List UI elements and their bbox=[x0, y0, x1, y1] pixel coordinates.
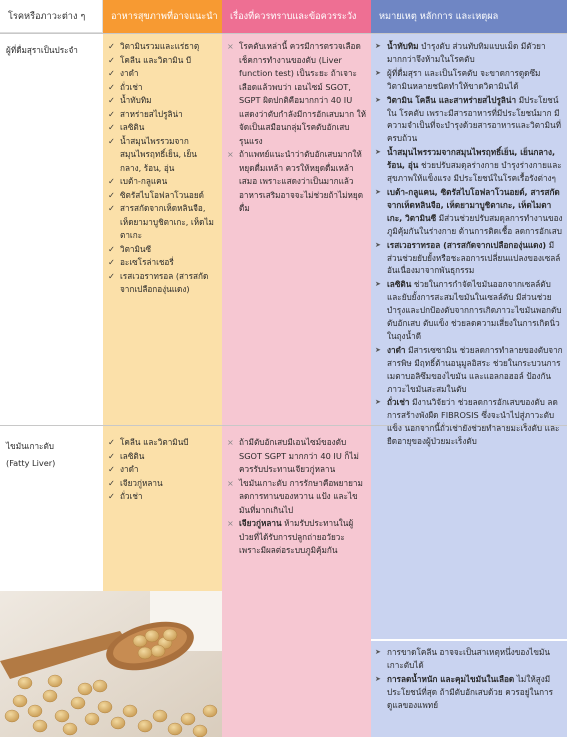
soybean-shape bbox=[151, 645, 165, 657]
note-item-bold: เรสเวอราทรอล (สารสกัดจากเปลือกองุ่นแดง) bbox=[387, 239, 547, 250]
food-item: ✓ ซิตรัสไบโอฟลาโวนอยด์ bbox=[108, 189, 218, 203]
soybean-shape bbox=[98, 701, 112, 713]
note-item-text: มีประโยชน์ใน โรคตับ เพราะมีสารอาหารที่มีประโยชน์มาก มีความจำเป็นที่จะบำรุงด้วยสารอาหารและวิตามินที่ครบถ้วน bbox=[387, 94, 562, 144]
soybean-shape bbox=[111, 717, 125, 729]
note-item-text: บำรุงตับ ส่วนทับทิมแบบเม็ด มีตัวยามากกว่าจึงห้ามในโรคตับ bbox=[387, 41, 546, 64]
note-item-bold: การลดน้ำหนัก และคุมไขมันในเลือด bbox=[387, 674, 515, 684]
caution-item-text: ห้ามรับประทานในผู้ป่วยที่ได้รับการปลูกถ่ายอวัยวะ เพราะมีผลต่อระบบภูมิคุ้มกัน bbox=[239, 518, 354, 555]
food-item: ✓ โคลีน และวิตามิน บี bbox=[108, 54, 218, 68]
soybean-shape bbox=[78, 683, 92, 695]
header-cautions: เรื่องที่ควรทราบและข้อควรระวัง bbox=[222, 0, 371, 33]
soybean-shape bbox=[85, 713, 99, 725]
note-item bbox=[375, 186, 564, 238]
soybean-shape bbox=[93, 680, 107, 692]
note-item bbox=[375, 646, 564, 672]
condition-fatty-liver-th: ไขมันเกาะตับ bbox=[6, 441, 54, 451]
food-item: ✓ งาดำ bbox=[108, 463, 218, 477]
soybean-shape bbox=[5, 710, 19, 722]
caution-item-text: ไขมันเกาะตับ การรักษาคือพยายามลดการทานของหวาน แป้ง และไขมันที่มากเกินไป bbox=[239, 477, 363, 515]
cautions-list-alcohol bbox=[227, 40, 367, 216]
soybean-shape bbox=[33, 720, 47, 732]
soybean-shape bbox=[193, 725, 207, 737]
note-item-bold: น้ำทับทิม bbox=[387, 41, 419, 51]
note-item bbox=[375, 40, 564, 66]
food-item: ✓ สารสกัดจากเห็ดหลินจือ, เห็ดยามาบูชิตาเกะ, เห็ดไมตาเกะ bbox=[108, 202, 218, 243]
notes-divider bbox=[371, 639, 567, 641]
food-item: ✓ น้ำทับทิม bbox=[108, 94, 218, 108]
food-item: ✓ โคลีน และวิตามินบี bbox=[108, 436, 218, 450]
note-item-text: การขาดโคลีน อาจจะเป็นสาเหตุหนึ่งของไขมันเกาะตับได้ bbox=[387, 647, 550, 670]
header-divider bbox=[0, 33, 567, 34]
note-item-bold: วิตามิน โคลีน และสาหร่ายสไปรูลิน่า bbox=[387, 94, 517, 105]
note-item-text: มีสารเซซามิน ช่วยลดการทำลายของตับจากสารพิษ มีฤทธิ์ต้านอนุมูลอิสระ ช่วยในกระบวนการเมตาบอลิซึมของไขมัน และแอลกอฮอล์ ป้องกันภาวะไขมันสะสมในตับ bbox=[387, 344, 563, 394]
soybean-shape bbox=[138, 647, 152, 659]
food-item: ✓ ถั่วเช่า bbox=[108, 490, 218, 504]
note-item-bold: ถั่วเช่า bbox=[387, 397, 410, 408]
soybean-shape bbox=[138, 720, 152, 732]
food-item: ✓ วิตามินรวมและแร่ธาตุ bbox=[108, 40, 218, 54]
soybean-shape bbox=[63, 723, 77, 735]
food-item: ✓ เลซิติน bbox=[108, 121, 218, 135]
caution-item-bold: เจียวกู่หลาน bbox=[239, 518, 282, 528]
food-item: ✓ น้ำสมุนไพรรวมจากสมุนไพรฤทธิ์เย็น, เย็นกลาง, ร้อน, อุ่น bbox=[108, 135, 218, 176]
note-item-bold: งาดำ bbox=[387, 344, 406, 355]
food-item: ✓ อะเซโรล่าเชอรี่ bbox=[108, 256, 218, 270]
header-condition: โรคหรือภาวะต่าง ๆ bbox=[0, 0, 103, 33]
soybean-shape bbox=[48, 675, 62, 687]
caution-item bbox=[227, 517, 367, 558]
note-item bbox=[375, 278, 564, 343]
soybean-shape bbox=[168, 723, 182, 735]
food-item: ✓ สาหร่ายสไปรูลิน่า bbox=[108, 108, 218, 122]
note-item-text: ช่วยในการกำจัดไขมันออกจากเซลล์ตับ และยับยั้งการสะสมไขมันในเซลล์ตับ มีส่วนช่วยบำรุงและปกป้องตับจากการเกิดภาวะไขมันพอกตับ ตับอักเสบ ตับแข็ง ช่วยลดความเสี่ยงในการเกิดนิ่วในถุงน้ำดี bbox=[387, 279, 562, 341]
note-item-bold: เบต้า-กลูแคน, ซิตรัสไบโอฟลาโวนอยด์, สารสกัดจากเห็ดหลินจือ, เห็ดยามาบูชิตาเกะ, เห็ดไมตาเกะ, วิตามินซี bbox=[387, 186, 560, 223]
note-item-text: ไม่ให้สูงมีประโยชน์ที่สุด ถ้ามีตับอักเสบด้วย ควรอยู่ในการดูแลของแพทย์ bbox=[387, 674, 554, 710]
caution-item-text: ถ้ามีตับอักเสบมีเอนไซม์ของตับ SGOT SGPT มากกว่า 40 IU ก็ไม่ควรรับประทานเจียวกู่หลาน bbox=[239, 437, 359, 474]
soybean-shape bbox=[43, 690, 57, 702]
caution-item bbox=[227, 477, 367, 518]
note-item-text: ผู้ที่ดื่มสุรา และเป็นโรคตับ จะขาดการดูดซึมวิตามินหลายชนิดทำให้ขาดวิตามินได้ bbox=[387, 67, 541, 91]
note-item-text: ช่วยปรับสมดุลร่างกาย บำรุงร่างกายและสุขภาพให้แข็งแรง มีประโยชน์ในโรคเรื้อรังต่างๆ bbox=[387, 160, 562, 184]
condition-fatty-liver bbox=[6, 440, 101, 470]
soybean-shape bbox=[163, 629, 177, 641]
foods-list-alcohol bbox=[108, 40, 218, 297]
food-item: ✓ เจียวกู่หลาน bbox=[108, 477, 218, 491]
note-item-text: มีส่วนช่วยปรับสมดุลการทำงานของภูมิคุ้มกันในร่างกาย ต้านการติดเชื้อ ลดการอักเสบ bbox=[387, 212, 563, 236]
soybean-shape bbox=[145, 630, 159, 642]
soybean-shape bbox=[203, 705, 217, 717]
soybean-shape bbox=[28, 705, 42, 717]
note-item bbox=[375, 146, 564, 185]
soybean-shape bbox=[153, 710, 167, 722]
soybean-shape bbox=[55, 710, 69, 722]
food-item: ✓ เรสเวอราทรอล (สารสกัดจากเปลือกองุ่นแดง) bbox=[108, 270, 218, 297]
soybean-shape bbox=[13, 695, 27, 707]
food-item: ✓ ถั่วเช่า bbox=[108, 81, 218, 95]
note-item bbox=[375, 239, 564, 278]
note-item-bold: เลซิติน bbox=[387, 279, 412, 290]
caution-item: ⨯ โรคตับเหล่านี้ ควรมีการตรวจเลือดเช็คการทำงานของตับ (Liver function test) เป็นระยะ ถ้าเจาะเลือดแล้วพบว่า เอนไซม์ SGOT, SGPT ผิดปกติคือมากกว่า 40 IU แสดงว่าตับกำลังมีการอักเสบมาก ให้จัดเป็นเสมือนกลุ่มโรคตับอักเสบรุนแรง bbox=[227, 40, 367, 148]
food-item: ✓ เลซิติน bbox=[108, 450, 218, 464]
note-item bbox=[375, 673, 564, 712]
caution-item: ⨯ ถ้าแพทย์แนะนำว่าตับอักเสบมากให้หยุดดื่มเหล้า ควรให้หยุดดื่มเหล้าเสมอ เพราะแสดงว่าเป็นมากแล้ว อาหารเสริมอาจจะไม่ช่วยถ้าไม่หยุดดื่ม bbox=[227, 148, 367, 216]
foods-list-fatty-liver bbox=[108, 436, 218, 504]
notes-list-fatty-liver bbox=[375, 646, 564, 713]
header-notes: หมายเหตุ หลักการ และเหตุผล bbox=[371, 0, 567, 33]
note-item-bold: น้ำสมุนไพรรวมจากสมุนไพรฤทธิ์เย็น, เย็นกลาง, ร้อน, อุ่น bbox=[387, 147, 556, 171]
condition-alcohol: ผู้ที่ดื่มสุราเป็นประจำ bbox=[6, 45, 78, 55]
note-item bbox=[375, 344, 564, 396]
note-item bbox=[375, 67, 564, 93]
note-item bbox=[375, 396, 564, 448]
food-item: ✓ งาดำ bbox=[108, 67, 218, 81]
food-item: ✓ เบต้า-กลูแคน bbox=[108, 175, 218, 189]
note-item bbox=[375, 94, 564, 146]
soybean-shape bbox=[18, 677, 32, 689]
soybean-photo bbox=[0, 591, 222, 737]
notes-list-alcohol bbox=[375, 40, 564, 449]
condition-fatty-liver-en: (Fatty Liver) bbox=[6, 457, 56, 468]
header-foods: อาหารสุขภาพที่อาจแนะนำ bbox=[103, 0, 222, 33]
food-item: ✓ วิตามินซี bbox=[108, 243, 218, 257]
note-item-text: มีงานวิจัยว่า ช่วยลดการอักเสบของตับ ลดการสร้างพังผืด FIBROSIS ซึ่งจะนำไปสู่ภาวะตับแข็ง นอกจากนี้ถั่วเช่ายังช่วยทำลายมะเร็งตับ และยืดอายุของผู้ป่วยมะเร็งตับ bbox=[387, 397, 560, 447]
note-item-text: มีส่วนช่วยยับยั้งหรือชะลอการเปลี่ยนแปลงของเซลล์อันเนื่องมาจากพันธุกรรม bbox=[387, 239, 561, 276]
soybean-shape bbox=[123, 705, 137, 717]
caution-item bbox=[227, 436, 367, 477]
soybean-shape bbox=[71, 697, 85, 709]
soybean-shape bbox=[181, 713, 195, 725]
cautions-list-fatty-liver bbox=[227, 436, 367, 558]
